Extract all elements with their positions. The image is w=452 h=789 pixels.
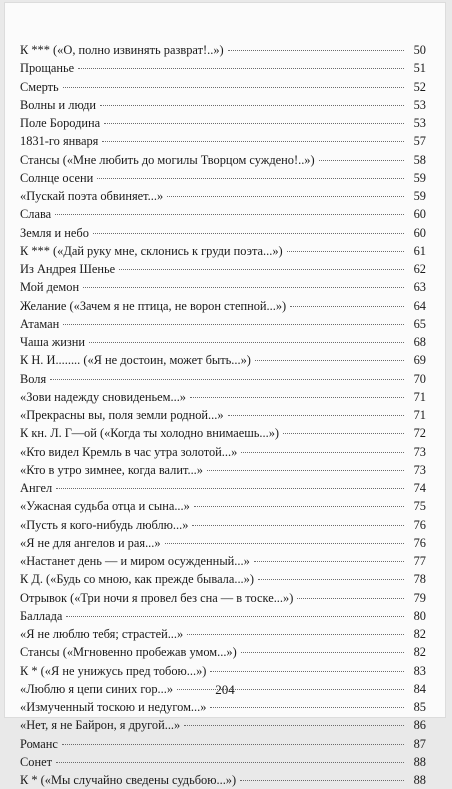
toc-entry-title: «Пусть я кого-нибудь люблю...»	[20, 517, 189, 532]
toc-entry-title: «Люблю я цепи синих гор...»	[20, 681, 174, 696]
toc-entry	[20, 461, 426, 479]
toc-entry-page: 60	[413, 207, 426, 222]
toc-entry	[20, 260, 426, 278]
toc-entry	[20, 169, 426, 187]
toc-entry-page: 57	[413, 134, 426, 149]
toc-entry-page: 85	[413, 700, 426, 714]
toc-entry	[20, 479, 426, 497]
toc-entry-title: Волны и люди	[20, 97, 97, 112]
table-of-contents	[20, 41, 426, 789]
dot-leader	[254, 561, 404, 562]
toc-entry-title: К * («Мы случайно сведены судьбою...»)	[20, 773, 237, 787]
toc-entry-page: 82	[413, 627, 426, 641]
dot-leader	[187, 634, 404, 635]
toc-entry	[20, 424, 426, 442]
dot-leader	[165, 543, 404, 544]
toc-entry-title: Смерть	[20, 79, 59, 94]
toc-entry-title: Баллада	[20, 608, 63, 623]
toc-entry	[20, 662, 426, 680]
toc-entry-page: 76	[413, 535, 426, 550]
toc-entry-page: 72	[413, 426, 426, 441]
dot-leader	[290, 306, 404, 307]
dot-leader	[297, 598, 404, 599]
toc-entry-page: 88	[413, 754, 426, 769]
dot-leader	[104, 123, 404, 124]
toc-entry-title: Стансы («Мгновенно пробежав умом...»)	[20, 645, 237, 660]
toc-entry	[20, 151, 426, 169]
toc-entry-title: Желание («Зачем я не птица, не ворон степной...»)	[20, 298, 287, 313]
toc-entry-page: 59	[413, 170, 426, 185]
toc-entry-page: 88	[413, 773, 426, 787]
dot-leader	[210, 671, 404, 672]
dot-leader	[63, 87, 404, 88]
dot-leader	[100, 105, 404, 106]
toc-entry	[20, 297, 426, 315]
book-page	[4, 2, 446, 787]
toc-entry-page: 53	[413, 116, 426, 130]
toc-entry-page: 63	[413, 280, 426, 295]
toc-entry	[20, 716, 426, 734]
toc-entry-title: «Измученный тоскою и недугом...»	[20, 700, 207, 714]
toc-entry-page: 64	[413, 298, 426, 313]
dot-leader	[190, 397, 404, 398]
toc-entry-title: «Кто в утро зимнее, когда валит...»	[20, 462, 203, 477]
toc-entry	[20, 643, 426, 661]
toc-entry-title: К *** («О, полно извинять разврат!..»)	[20, 43, 224, 57]
toc-entry-page: 83	[413, 663, 426, 678]
dot-leader	[207, 470, 404, 471]
toc-entry	[20, 698, 426, 716]
toc-entry	[20, 96, 426, 114]
toc-entry	[20, 333, 426, 351]
toc-entry	[20, 497, 426, 515]
toc-entry-page: 79	[413, 590, 426, 605]
toc-entry-page: 61	[413, 243, 426, 258]
dot-leader	[210, 707, 404, 708]
toc-entry	[20, 59, 426, 77]
toc-entry-page: 53	[413, 97, 426, 112]
toc-entry-page: 73	[413, 444, 426, 459]
toc-entry-title: «Ужасная судьба отца и сына...»	[20, 499, 190, 514]
dot-leader	[83, 287, 404, 288]
toc-entry-page: 60	[413, 225, 426, 240]
dot-leader	[56, 762, 404, 763]
toc-entry	[20, 242, 426, 260]
toc-entry-title: Ангел	[20, 481, 53, 495]
toc-entry-title: Земля и небо	[20, 225, 89, 240]
toc-entry-page: 74	[413, 481, 426, 495]
toc-entry-title: Сонет	[20, 754, 53, 769]
toc-entry-title: «Зови надежду сновиденьем...»	[20, 389, 186, 404]
toc-entry	[20, 735, 426, 753]
toc-entry-page: 80	[413, 608, 426, 623]
toc-entry-page: 87	[413, 736, 426, 751]
toc-entry	[20, 570, 426, 588]
toc-entry	[20, 406, 426, 424]
toc-entry-title: Солнце осени	[20, 170, 94, 185]
toc-entry-title: «Нет, я не Байрон, я другой...»	[20, 718, 181, 733]
toc-entry-page: 50	[413, 43, 426, 57]
toc-entry-page: 76	[413, 517, 426, 532]
dot-leader	[167, 196, 404, 197]
toc-entry-page: 86	[413, 718, 426, 733]
dot-leader	[258, 579, 404, 580]
toc-entry-title: «Пускай поэта обвиняет...»	[20, 189, 164, 203]
toc-entry-page: 68	[413, 335, 426, 349]
toc-entry-title: «Я не для ангелов и рая...»	[20, 535, 161, 550]
toc-entry-page: 70	[413, 371, 426, 386]
toc-entry-title: К Н. И........ («Я не достоин, может быть...»)	[20, 353, 251, 368]
toc-entry	[20, 771, 426, 789]
page-number: 204	[215, 682, 235, 697]
toc-entry	[20, 370, 426, 388]
dot-leader	[192, 525, 404, 526]
toc-entry-page: 51	[413, 61, 426, 76]
toc-entry-title: Из Андрея Шенье	[20, 262, 116, 276]
toc-entry-title: Атаман	[20, 316, 60, 331]
toc-entry-title: К * («Я не унижусь пред тобою...»)	[20, 663, 207, 678]
toc-entry-title: «Настанет день — и миром осужденный...»	[20, 554, 250, 568]
toc-entry-page: 62	[413, 262, 426, 276]
toc-entry	[20, 753, 426, 771]
toc-entry-title: «Я не люблю тебя; страстей...»	[20, 627, 184, 641]
toc-entry-page: 73	[413, 462, 426, 477]
dot-leader	[255, 360, 404, 361]
dot-leader	[283, 433, 404, 434]
toc-entry	[20, 625, 426, 643]
toc-entry-page: 84	[413, 681, 426, 696]
toc-entry	[20, 552, 426, 570]
toc-entry-page: 75	[413, 499, 426, 514]
toc-entry	[20, 41, 426, 59]
toc-entry-page: 52	[413, 79, 426, 94]
toc-entry-title: К *** («Дай руку мне, склонись к груди поэта...»)	[20, 243, 283, 258]
toc-entry-title: Слава	[20, 207, 52, 222]
toc-entry	[20, 443, 426, 461]
dot-leader	[93, 233, 404, 234]
toc-entry	[20, 278, 426, 296]
dot-leader	[119, 269, 404, 270]
toc-entry-title: «Кто видел Кремль в час утра золотой...»	[20, 444, 238, 459]
toc-entry-title: Воля	[20, 371, 47, 386]
toc-entry-page: 58	[413, 152, 426, 167]
dot-leader	[62, 744, 404, 745]
toc-entry	[20, 78, 426, 96]
toc-entry	[20, 205, 426, 223]
toc-entry-title: К кн. Л. Г—ой («Когда ты холодно внимаешь...»)	[20, 426, 280, 441]
toc-entry	[20, 132, 426, 150]
toc-entry	[20, 534, 426, 552]
dot-leader	[241, 452, 404, 453]
dot-leader	[63, 324, 404, 325]
toc-entry	[20, 589, 426, 607]
dot-leader	[194, 506, 404, 507]
toc-entry	[20, 388, 426, 406]
toc-entry-page: 77	[413, 554, 426, 568]
toc-entry-page: 82	[413, 645, 426, 660]
toc-entry	[20, 187, 426, 205]
toc-entry	[20, 351, 426, 369]
toc-entry-title: «Прекрасны вы, поля земли родной...»	[20, 408, 224, 422]
dot-leader	[97, 178, 404, 179]
toc-entry-title: Отрывок («Три ночи я провел без сна — в тоске...»)	[20, 590, 294, 605]
toc-entry-title: Прощанье	[20, 61, 75, 76]
toc-entry-title: Поле Бородина	[20, 116, 101, 130]
dot-leader	[66, 616, 404, 617]
dot-leader	[287, 251, 404, 252]
toc-entry-page: 71	[413, 408, 426, 422]
toc-entry-title: Стансы («Мне любить до могилы Творцом суждено!..»)	[20, 152, 315, 167]
dot-leader	[78, 68, 404, 69]
dot-leader	[241, 652, 404, 653]
dot-leader	[319, 160, 404, 161]
toc-entry-title: Романс	[20, 736, 58, 751]
dot-leader	[228, 50, 404, 51]
toc-entry-page: 65	[413, 316, 426, 331]
dot-leader	[102, 141, 404, 142]
toc-entry-page: 71	[413, 389, 426, 404]
toc-entry	[20, 607, 426, 625]
dot-leader	[50, 379, 404, 380]
toc-entry-page: 59	[413, 189, 426, 203]
dot-leader	[56, 488, 404, 489]
toc-entry	[20, 114, 426, 132]
toc-entry-title: К Д. («Будь со мною, как прежде бывала...»)	[20, 572, 254, 587]
toc-entry-title: 1831-го января	[20, 134, 99, 149]
toc-entry	[20, 224, 426, 242]
toc-entry-page: 69	[413, 353, 426, 368]
dot-leader	[240, 780, 404, 781]
toc-entry-page: 78	[413, 572, 426, 587]
dot-leader	[89, 342, 404, 343]
dot-leader	[184, 725, 404, 726]
toc-entry	[20, 516, 426, 534]
toc-entry	[20, 315, 426, 333]
toc-entry-title: Чаша жизни	[20, 335, 86, 349]
dot-leader	[55, 214, 404, 215]
toc-entry-title: Мой демон	[20, 280, 80, 295]
dot-leader	[228, 415, 404, 416]
